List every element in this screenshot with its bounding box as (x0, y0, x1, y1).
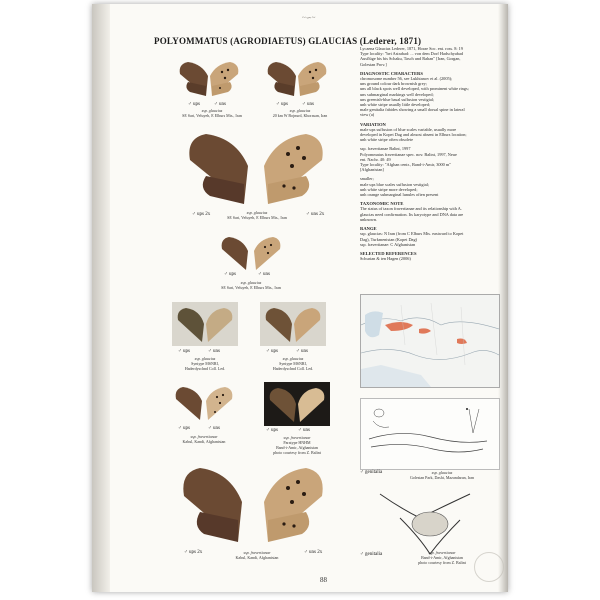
species-text: Lycaena Glaucias Lederer, 1871, Horae Soc. ent. ross. 8: 19 Type locality: "bei Astrabad: ... von dem Dorf Hadschyabad Ausflüge bis bis Schaku, Tasch und Rahan" [Iran, Gorgan, Golestan Prov.] DIAGNOSTIC CHARACTERS chromosome number 56, see Lukhtanov et al. (2005); uns ground colour dark brownish grey; uns all black spots well developed, with prominent white rings; uns submarginal markings well developed; uns greenish-blue basal suffusion vestigial; unh white stripe usually little developed; male genitalia fabides showing a small dorsal spine in lateral view (a) VARIATION male ups suffusion of blue scales variable, usually more developed in Kopet Dag and almost absent in Elburs location; unh white stripe often obsolete ssp. fravertianae Balint, 1997 Polyommatus fravertianae spec. nov. Balint, 1997, Neue ent. Nachr. 40: 49 Type locality: "Afghan centr., Band-i-Amir, 3000 m" [Afghanistan] smaller; male ups blue scales suffusion vestigial; unh white stripe more developed; unh orange submarginal lunules often present TAXONOMIC NOTE The status of taxon fravertianae and its relationship with A. glaucias need confirmation. Its karyotype and DNA data are unknown. RANGE ssp. glaucias: N Iran (from C Elburs Mts. eastward to Kopet Dag), Turkmenistan (Kopet Dag) ssp. fravertianae: C Afghanistan SELECTED REFERENCES Schurian & ten Hagen (2006) (360, 46, 502, 261)
caption-2: ssp. glaucias 20 km W Bojnurd, Khorasan, Iran (272, 108, 328, 118)
caption-7: ssp. fravertianae Kabul, Kandi, Afghanistan (182, 434, 226, 444)
syntype-photo-2 (260, 302, 326, 346)
caption-3: ssp. glaucias SE Sari, Veluyeh, E Elburs Mts., Iran (227, 210, 287, 220)
label-uns-2x-1: ♂ uns 2x (306, 212, 325, 217)
butterfly-ups-3 (218, 232, 250, 274)
taxonomic-heading: TAXONOMIC NOTE (360, 201, 404, 207)
label-ups-2x-2: ♂ ups 2x (184, 550, 203, 555)
label-uns-6: ♂ uns (208, 426, 220, 431)
label-ups-3: ♂ ups (224, 272, 236, 277)
diagnostic-heading: DIAGNOSTIC CHARACTERS (360, 70, 423, 76)
range-map (360, 294, 500, 388)
header-ornament: ~∽~ (302, 14, 316, 22)
genitalia-drawing-1 (360, 398, 500, 470)
range-heading: RANGE (360, 226, 377, 232)
page-number: 88 (320, 576, 327, 584)
genitalia-label-2: ♂ genitalia (360, 552, 383, 557)
variation-heading: VARIATION (360, 121, 386, 127)
label-uns-2x-2: ♂ uns 2x (304, 550, 323, 555)
genitalia-photo-2 (360, 488, 498, 558)
page-gutter (92, 4, 110, 592)
caption-4: ssp. glaucias SE Sari, Veluyeh, E Elburs Mts., Iran (221, 280, 281, 290)
butterfly-ups-6 (172, 382, 204, 424)
label-uns-3: ♂ uns (258, 272, 270, 277)
butterfly-uns-2x-1 (262, 126, 328, 210)
syntype-photo-1 (172, 302, 238, 346)
caption-8: ssp. fravertianae Paratype HNHM Band-i-Amir, Afghanistan photo courtesy from Z. Balint (273, 435, 321, 455)
butterfly-uns-3 (252, 232, 284, 274)
butterfly-ups-1 (176, 56, 210, 100)
butterfly-uns-1 (208, 56, 242, 100)
label-uns-1: ♂ uns (214, 102, 226, 107)
label-ups-4: ♂ ups (178, 349, 190, 354)
butterfly-uns-2 (296, 56, 330, 100)
genitalia-caption-1: ssp. glaucias Golestan Park, Dasht, Mazandaran, Iran (409, 470, 475, 480)
caption-6: ssp. glaucias Syntype MSNRI, Haderdyschnd Coll. Led. (272, 356, 314, 371)
genitalia-caption-2: ssp. fravertianae Band-i-Amir, Afghanistan photo courtesy from Z. Balint (418, 550, 466, 565)
label-ups-5: ♂ ups (266, 349, 278, 354)
label-ups-2x-1: ♂ ups 2x (192, 212, 211, 217)
butterfly-ups-2x-2 (178, 460, 244, 548)
caption-1: ssp. glaucias SE Sari, Veluyeh, E Elburs Mts., Iran (182, 108, 242, 118)
label-uns-7: ♂ uns (298, 428, 310, 433)
butterfly-uns-2x-2 (262, 460, 328, 548)
label-ups-7: ♂ ups (266, 428, 278, 433)
references-heading: SELECTED REFERENCES (360, 250, 417, 256)
label-ups-2: ♂ ups (276, 102, 288, 107)
species-title: POLYOMMATUS (AGRODIAETUS) GLAUCIAS (Lederer, 1871) (154, 36, 422, 46)
label-ups-6: ♂ ups (178, 426, 190, 431)
butterfly-uns-6 (204, 382, 236, 424)
label-uns-5: ♂ uns (296, 349, 308, 354)
label-uns-4: ♂ uns (208, 349, 220, 354)
caption-9: ssp. fravertianae Kabul, Kandi, Afghanistan (235, 550, 279, 560)
page-stamp (474, 552, 504, 582)
butterfly-ups-2 (264, 56, 298, 100)
butterfly-ups-2x-1 (184, 126, 250, 210)
genitalia-label-1: ♂ genitalia (360, 470, 383, 475)
caption-5: ssp. glaucias Syntype MSNRI, Haderdyschnd Coll. Led. (184, 356, 226, 371)
label-uns-2: ♂ uns (302, 102, 314, 107)
label-ups-1: ♂ ups (188, 102, 200, 107)
paratype-photo (264, 382, 330, 426)
book-page (92, 4, 508, 592)
